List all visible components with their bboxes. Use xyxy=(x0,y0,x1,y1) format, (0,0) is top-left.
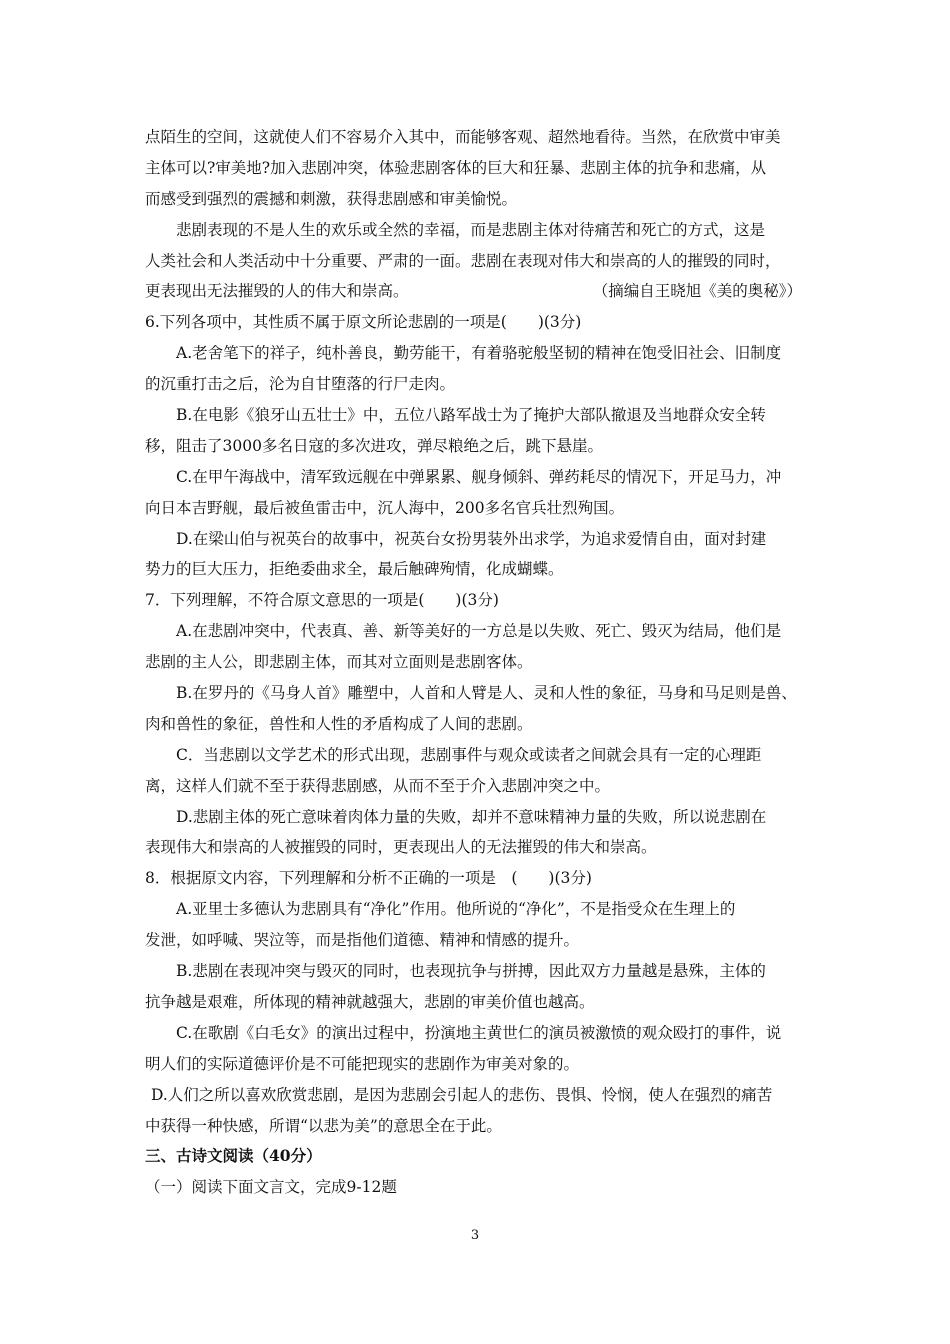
option-b: B.在罗丹的《马身人首》雕塑中，人首和人臂是人、灵和人性的象征，马身和马足则是兽、 xyxy=(176,684,797,703)
option-a: A.老舍笔下的祥子，纯朴善良，勤劳能干，有着骆驼般坚韧的精神在饱受旧社会、旧制度 xyxy=(176,344,782,363)
option-d: D.在梁山伯与祝英台的故事中，祝英台女扮男装外出求学，为追求爱情自由，面对封建 xyxy=(176,529,767,548)
option-c-cont: 明人们的实际道德评价是不可能把现实的悲剧作为审美对象的。 xyxy=(145,1054,580,1073)
option-b: B.悲剧在表现冲突与毁灭的同时，也表现抗争与拼搏，因此双方力量越是悬殊，主体的 xyxy=(176,962,766,981)
option-d-cont: 势力的巨大压力，拒绝委曲求全，最后触碑殉情，化成蝴蝶。 xyxy=(145,560,564,579)
option-d-cont: 表现伟大和崇高的人被摧毁的同时，更表现出人的无法摧毁的伟大和崇高。 xyxy=(145,838,657,857)
section-subtitle: （一）阅读下面文言文，完成9-12题 xyxy=(145,1178,397,1197)
text-line: 主体可以?审美地?加入悲剧冲突，体验悲剧客体的巨大和狂暴、悲剧主体的抗争和悲痛，从 xyxy=(145,158,767,177)
text-line: 人类社会和人类活动中十分重要、严肃的一面。悲剧在表现对伟大和崇高的人的摧毁的同时， xyxy=(145,251,781,270)
section-3 xyxy=(145,1141,810,1203)
option-d: D.人们之所以喜欢欣赏悲剧，是因为悲剧会引起人的悲伤、畏惧、怜悯，使人在强烈的痛苦 xyxy=(151,1085,773,1104)
question-stem: 6.下列各项中，其性质不属于原文所论悲剧的一项是( )(3分) xyxy=(145,313,582,332)
option-d: D.悲剧主体的死亡意味着肉体力量的失败，却并不意味精神力量的失败，所以说悲剧在 xyxy=(176,807,767,826)
question-8 xyxy=(145,863,810,1141)
option-c: C.在甲午海战中，清军致远舰在中弹累累、舰身倾斜、弹药耗尽的情况下，开足马力，冲 xyxy=(176,467,782,486)
question-stem: 8．根据原文内容，下列理解和分析不正确的一项是 ( )(3分) xyxy=(145,869,592,888)
paragraph-1 xyxy=(145,122,810,215)
option-c: C．当悲剧以文学艺术的形式出现，悲剧事件与观众或读者之间就会具有一定的心理距 xyxy=(176,745,762,764)
option-b-cont: 肉和兽性的象征，兽性和人性的矛盾构成了人间的悲剧。 xyxy=(145,714,533,733)
question-7 xyxy=(145,585,810,863)
option-c: C.在歌剧《白毛女》的演出过程中，扮演地主黄世仁的演员被激愤的观众殴打的事件，说 xyxy=(176,1023,782,1042)
text-span: 更表现出无法摧毁的人的伟大和崇高。 xyxy=(145,282,409,301)
text-line: 点陌生的空间，这就使人们不容易介入其中，而能够客观、超然地看待。当然，在欣赏中审美 xyxy=(145,128,781,146)
paragraph-2 xyxy=(145,215,810,308)
page-number: 3 xyxy=(470,1228,480,1243)
option-a-cont: 发泄，如呼喊、哭泣等，而是指他们道德、精神和情感的提升。 xyxy=(145,931,580,950)
question-stem: 7．下列理解，不符合原文意思的一项是( )(3分) xyxy=(145,591,499,610)
text-line-with-source xyxy=(145,276,810,307)
option-a: A.亚里士多德认为悲剧具有“净化”作用。他所说的“净化”，不是指受众在生理上的 xyxy=(176,900,736,919)
option-a-cont: 悲剧的主人公，即悲剧主体，而其对立面则是悲剧客体。 xyxy=(145,653,533,672)
text-line: 悲剧表现的不是人生的欢乐或全然的幸福，而是悲剧主体对待痛苦和死亡的方式，这是 xyxy=(176,220,766,239)
option-b-cont: 抗争越是艰难，所体现的精神就越强大，悲剧的审美价值也越高。 xyxy=(145,992,595,1011)
page-content xyxy=(145,122,810,1203)
option-c-cont: 离，这样人们就不至于获得悲剧感，从而不至于介入悲剧冲突之中。 xyxy=(145,776,611,795)
option-a-cont: 的沉重打击之后，沦为自甘堕落的行尸走肉。 xyxy=(145,375,456,394)
option-d-cont: 中获得一种快感，所谓“以悲为美”的意思全在于此。 xyxy=(145,1116,502,1135)
option-b-cont: 移，阻击了3000多名日寇的多次进攻，弹尽粮绝之后，跳下悬崖。 xyxy=(145,436,603,455)
source-citation: （摘编自王晓旭《美的奥秘》） xyxy=(592,282,802,301)
question-6 xyxy=(145,307,810,585)
option-b: B.在电影《狼牙山五壮士》中，五位八路军战士为了掩护大部队撤退及当地群众安全转 xyxy=(176,406,766,425)
text-line: 而感受到强烈的震撼和刺激，获得悲剧感和审美愉悦。 xyxy=(145,189,518,208)
section-title: 三、古诗文阅读（40分） xyxy=(145,1146,322,1166)
option-a: A.在悲剧冲突中，代表真、善、新等美好的一方总是以失败、死亡、毁灭为结局，他们是 xyxy=(176,622,782,641)
option-c-cont: 向日本吉野舰，最后被鱼雷击中，沉人海中，200多名官兵壮烈殉国。 xyxy=(145,498,625,517)
